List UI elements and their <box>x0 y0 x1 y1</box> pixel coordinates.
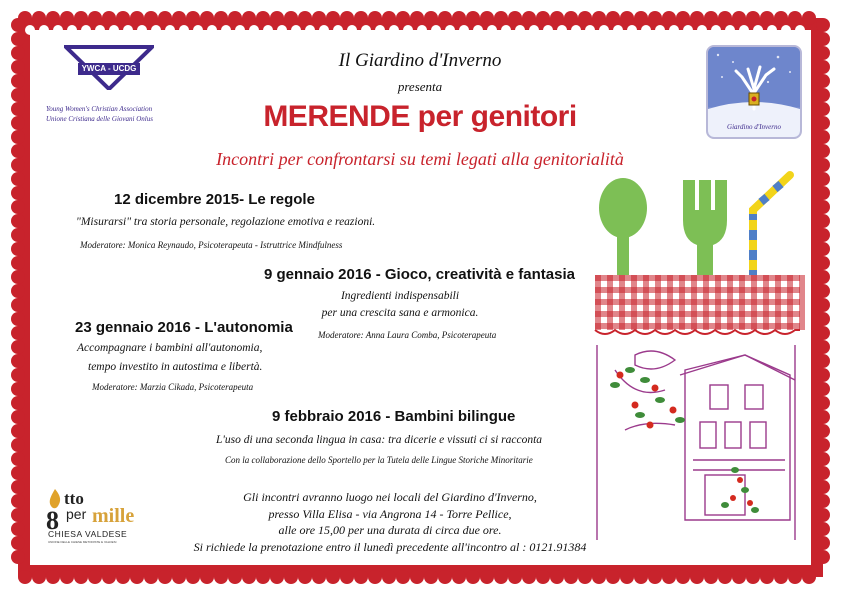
footer-line: Gli incontri avranno luogo nei locali del Giardino d'Inverno, <box>243 490 537 504</box>
otto-per: per <box>66 506 87 522</box>
event-description: Ingredienti indispensabili <box>340 290 460 302</box>
house-sketch <box>597 345 795 540</box>
event-heading: 12 dicembre 2015- Le regole <box>114 191 315 208</box>
footer-line: alle ore 15,00 per una durata di circa due ore. <box>278 523 502 537</box>
event-heading: 9 febbraio 2016 - Bambini bilingue <box>272 408 516 425</box>
page-title: MERENDE per genitori <box>263 100 577 133</box>
event-heading: 23 gennaio 2016 - L'autonomia <box>75 319 293 336</box>
otto-small: UNIONE DELLE CHIESE METODISTE E VALDESI <box>48 540 117 544</box>
otto-church: CHIESA VALDESE <box>48 529 128 539</box>
ywca-badge: YWCA - UCDG <box>81 64 137 73</box>
otto-mille: mille <box>92 505 135 527</box>
event-description: tempo investito in autostima e libertà. <box>88 361 263 373</box>
otto-digit: 8 <box>46 506 59 535</box>
illustration-picnic-house <box>585 170 810 540</box>
presents-text: presenta <box>397 79 443 94</box>
event-description: per una crescita sana e armonica. <box>321 307 479 319</box>
footer-line: presso Villa Elisa - via Angrona 14 - Torre Pellice, <box>268 507 512 521</box>
ywca-line2: Unione Cristiana delle Giovani Onlus <box>46 115 153 123</box>
event-heading: 9 gennaio 2016 - Gioco, creatività e fantasia <box>264 266 575 283</box>
straw-icon <box>753 175 790 290</box>
giardino-caption: Giardino d'Inverno <box>727 123 781 131</box>
otto-per-mille-logo <box>44 488 144 548</box>
venue-title: Il Giardino d'Inverno <box>338 50 502 71</box>
event-description: "Misurarsi" tra storia personale, regolazione emotiva e reazioni. <box>76 216 376 228</box>
giardino-logo <box>706 45 802 139</box>
ywca-line1: Young Women's Christian Association <box>46 105 153 113</box>
event-moderator: Con la collaborazione dello Sportello per la Tutela delle Lingue Storiche Minoritarie <box>225 455 533 465</box>
tablecloth <box>595 275 805 334</box>
footer-line: Si richiede la prenotazione entro il lunedì precedente all'incontro al : 0121.91384 <box>193 540 587 554</box>
ywca-logo <box>44 45 174 135</box>
otto-top: tto <box>64 489 84 508</box>
event-moderator: Moderatore: Monica Reynaudo, Psicoterapeuta - Istruttrice Mindfulness <box>80 240 343 250</box>
subtitle: Incontri per confrontarsi su temi legati alla genitorialità <box>216 149 624 169</box>
event-description: L'uso di una seconda lingua in casa: tra dicerie e vissuti ci si racconta <box>216 434 543 446</box>
event-description: Accompagnare i bambini all'autonomia, <box>77 342 263 354</box>
fork-icon <box>683 180 727 290</box>
event-moderator: Moderatore: Anna Laura Comba, Psicoterapeuta <box>318 330 497 340</box>
spoon-icon <box>599 178 647 290</box>
event-moderator: Moderatore: Marzia Cikada, Psicoterapeuta <box>92 382 254 392</box>
